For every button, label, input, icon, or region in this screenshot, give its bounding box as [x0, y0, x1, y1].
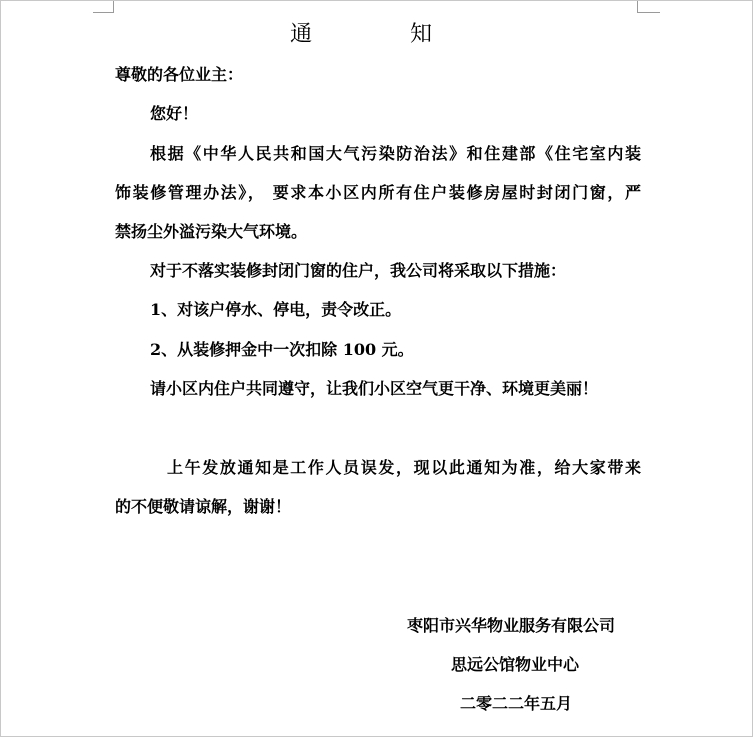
closing-sentence: 请小区内住户共同遵守，让我们小区空气更干净、环境更美丽！ [150, 379, 599, 398]
measure-item: 1、对该户停水、停电，责令改正。 [150, 300, 402, 319]
salutation: 尊敬的各位业主： [115, 65, 244, 84]
paragraph1-line3: 禁扬尘外溢污染大气环境。 [115, 222, 308, 241]
paragraph2: 对于不落实装修封闭门窗的住户，我公司将采取以下措施： [150, 261, 567, 280]
paragraph1-line1: 根据《中华人民共和国大气污染防治法》和住建部《住宅室内装 [150, 144, 641, 163]
margin-mark-top-right [637, 1, 660, 13]
document-title: 通 知 [289, 22, 470, 47]
paragraph1-line2: 饰装修管理办法》， 要求本小区内所有住户装修房屋时封闭门窗，严 [115, 183, 641, 202]
signature-company: 枣阳市兴华物业服务有限公司 [407, 616, 616, 635]
signature-department: 思远公馆物业中心 [451, 655, 580, 674]
margin-mark-top-left [93, 1, 114, 13]
signature-date: 二零二二年五月 [460, 694, 573, 713]
correction-line2: 的不便敬请谅解，谢谢！ [115, 497, 292, 516]
greeting: 您好！ [150, 104, 199, 123]
measure-item: 2、从装修押金中一次扣除 100 元。 [150, 340, 414, 359]
correction-line1: 上午发放通知是工作人员误发，现以此通知为准，给大家带来 [167, 458, 641, 477]
